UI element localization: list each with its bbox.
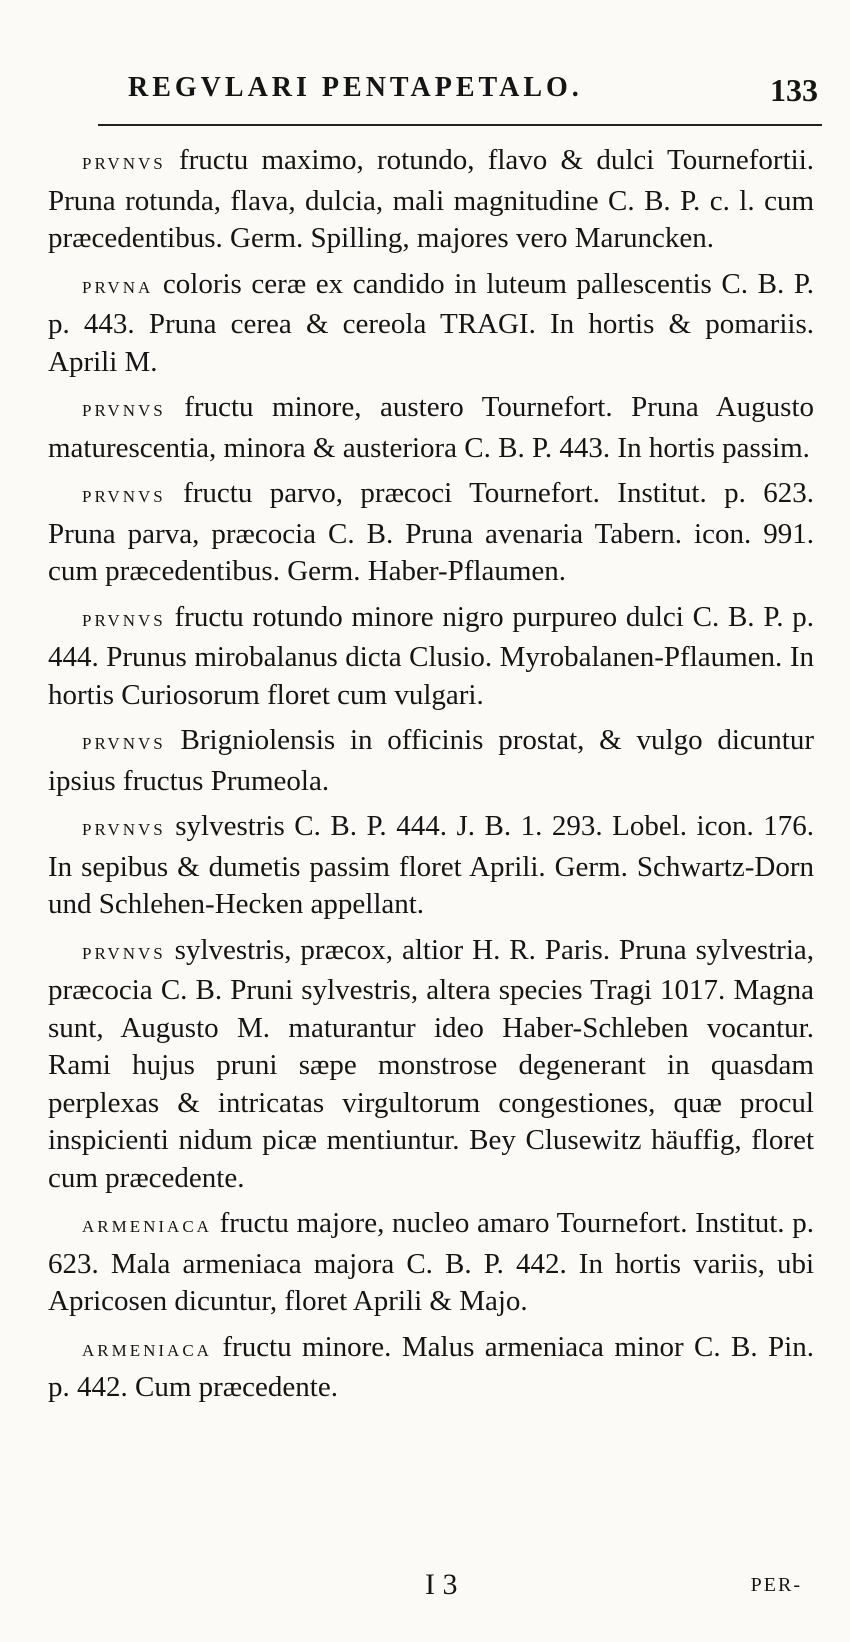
running-title: REGVLARI PENTAPETALO. (128, 72, 583, 103)
head-word: PRVNVS (82, 401, 166, 420)
head-word: PRVNVS (82, 610, 166, 630)
catchword: PER- (750, 1574, 802, 1596)
head-word: PRVNVS (82, 943, 166, 963)
entry (48, 389, 814, 467)
entry-text: fructu minore. Malus armeniaca minor C. B. Pin. p. 442. Cum præcedente. (48, 1330, 814, 1403)
text-block (48, 142, 814, 1415)
entry (48, 1329, 814, 1407)
entry-text: Brigniolensis in officinis prostat, & vulgo dicuntur ipsius fructus Prumeola. (48, 724, 815, 797)
entry (48, 475, 814, 591)
running-head (128, 72, 818, 108)
entry-text: fructu minore, austero Tournefort. Pruna Augusto maturescentia, minora & austeriora C. B. P. 443. In hortis passim. (48, 391, 814, 464)
entry-text: fructu majore, nucleo amaro Tournefort. Institut. p. 623. Mala armeniaca majora C. B. P. 442. In hortis variis, ubi Apricosen dicuntur, floret Aprili & Majo. (48, 1207, 814, 1317)
head-word: PRVNVS (82, 487, 166, 506)
entry-text: sylvestris, præcox, altior H. R. Paris. Pruna sylvestria, præcocia C. B. Pruni sylvestris, altera species Tragi 1017. Magna sunt, Augusto M. maturantur ideo Haber-Schleben vocantur. Rami hujus pruni sæpe monstrose degenerant in quasdam perplexas & intricatas virgultorum congestiones, quæ procul inspicienti nidum picæ mentiuntur. Bey Clusewitz häuffig, floret cum præcedente. (48, 933, 815, 1194)
head-word: ARMENIACA (82, 1217, 212, 1236)
entry-text: fructu parvo, præcoci Tournefort. Institut. p. 623. Pruna parva, præcocia C. B. Pruna avenaria Tabern. icon. 991. cum præcedentibus. Germ. Haber-Pflaumen. (48, 477, 814, 587)
entry (48, 808, 814, 924)
entry-text: fructu maximo, rotundo, flavo & dulci Tournefortii. Pruna rotunda, flava, dulcia, mali magnitudine C. B. P. c. l. cum præcedentibus. Germ. Spilling, majores vero Maruncken. (48, 144, 815, 254)
entry (48, 722, 814, 800)
entry (48, 1205, 814, 1321)
entry (48, 599, 814, 715)
page-number: 133 (770, 72, 818, 108)
head-word: PRVNA (82, 277, 154, 297)
entry (48, 142, 814, 258)
head-word: PRVNVS (82, 154, 166, 173)
signature-mark: I 3 (425, 1568, 458, 1601)
head-word: PRVNVS (82, 734, 166, 753)
entry-text: sylvestris C. B. P. 444. J. B. 1. 293. Lobel. icon. 176. In sepibus & dumetis passim floret Aprili. Germ. Schwartz-Dorn und Schlehen-Hecken appellant. (48, 810, 814, 920)
head-word: ARMENIACA (82, 1340, 212, 1360)
entry-text: coloris ceræ ex candido in luteum pallescentis C. B. P. p. 443. Pruna cerea & cereola TRAGI. In hortis & pomariis. Aprili M. (48, 267, 814, 378)
entry (48, 266, 814, 382)
entry (48, 932, 814, 1198)
head-word: PRVNVS (82, 820, 166, 839)
entry-text: fructu rotundo minore nigro purpureo dulci C. B. P. p. 444. Prunus mirobalanus dicta Clusio. Myrobalanen-Pflaumen. In hortis Curiosorum floret cum vulgari. (48, 600, 815, 711)
header-rule (98, 124, 822, 126)
